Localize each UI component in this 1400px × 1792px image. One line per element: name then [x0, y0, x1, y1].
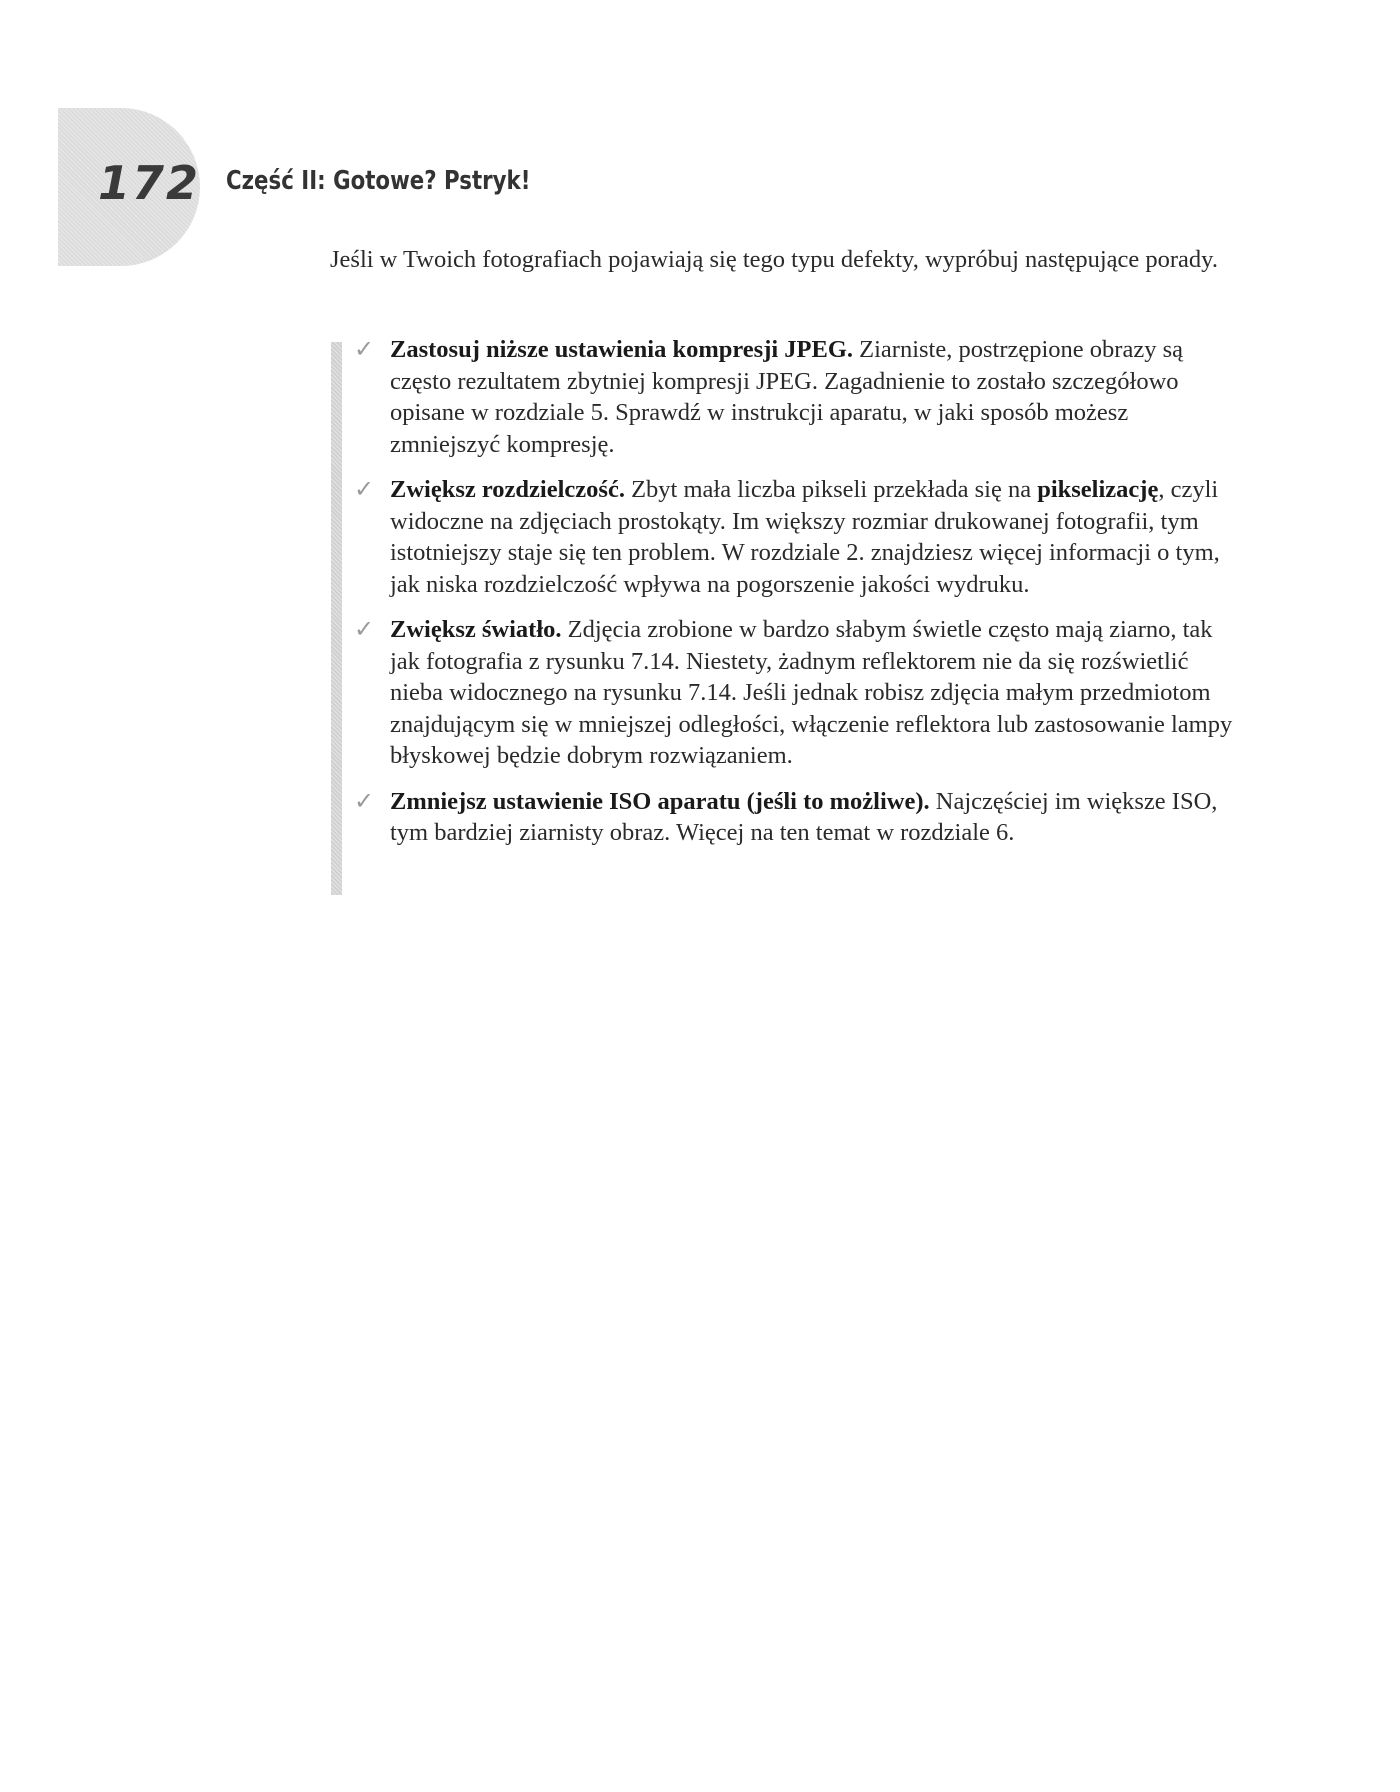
list-item	[354, 786, 1234, 849]
checkmark-icon: ✓	[354, 786, 375, 815]
tip-title: Zmniejsz ustawienie ISO aparatu (jeśli to możliwe).	[390, 787, 930, 815]
tip-text-continued: , czyli widoczne na zdjęciach prostokąty. Im większy rozmiar drukowanej fotografii, tym istotniejszy staje się ten problem. W rozdziale 2. znajdziesz więcej informacji o tym, jak niska rozdzielczość wpływa na pogorszenie jakości wydruku.	[390, 476, 1220, 598]
list-item	[354, 334, 1234, 460]
list-item	[354, 474, 1234, 600]
tip-title: Zastosuj niższe ustawienia kompresji JPEG.	[390, 336, 854, 363]
tip-text: Zbyt mała liczba pikseli przekłada się na	[624, 476, 1038, 503]
page-number: 172	[98, 156, 201, 210]
tip-bold-term: pikselizację	[1037, 476, 1159, 503]
list-item	[354, 614, 1234, 772]
tip-title: Zwiększ światło.	[390, 616, 562, 643]
tips-sidebar-bar	[331, 342, 342, 895]
checkmark-icon: ✓	[354, 475, 375, 503]
checkmark-icon: ✓	[354, 615, 375, 643]
tips-list	[354, 334, 1234, 863]
tip-text: Zdjęcia zrobione w bardzo słabym świetle często mają ziarno, tak jak fotografia z rysunku 7.14. Niestety, żadnym reflektorem nie da się rozświetlić nieba widocznego na rysunku 7.14. Jeśli jednak robisz zdjęcia małym przedmiotom znajdującym się w mniejszej odległości, włączenie reflektora lub zastosowanie lampy błyskowej będzie dobrym rozwiązaniem.	[390, 616, 1233, 769]
tip-text: Ziarniste, postrzępione obrazy są często rezultatem zbytniej kompresji JPEG. Zagadnienie to zostało szczegółowo opisane w rozdziale 5. Sprawdź w instrukcji aparatu, w jaki sposób możesz zmniejszyć kompresję.	[390, 336, 1183, 458]
running-head: Część II: Gotowe? Pstryk!	[226, 166, 531, 196]
intro-paragraph: Jeśli w Twoich fotografiach pojawiają się tego typu defekty, wypróbuj następujące porady.	[330, 246, 1218, 273]
tip-text: Najczęściej im większe ISO, tym bardziej ziarnisty obraz. Więcej na ten temat w rozdziale 6.	[390, 787, 1218, 846]
checkmark-icon: ✓	[354, 335, 375, 363]
tip-title: Zwiększ rozdzielczość.	[390, 476, 625, 503]
